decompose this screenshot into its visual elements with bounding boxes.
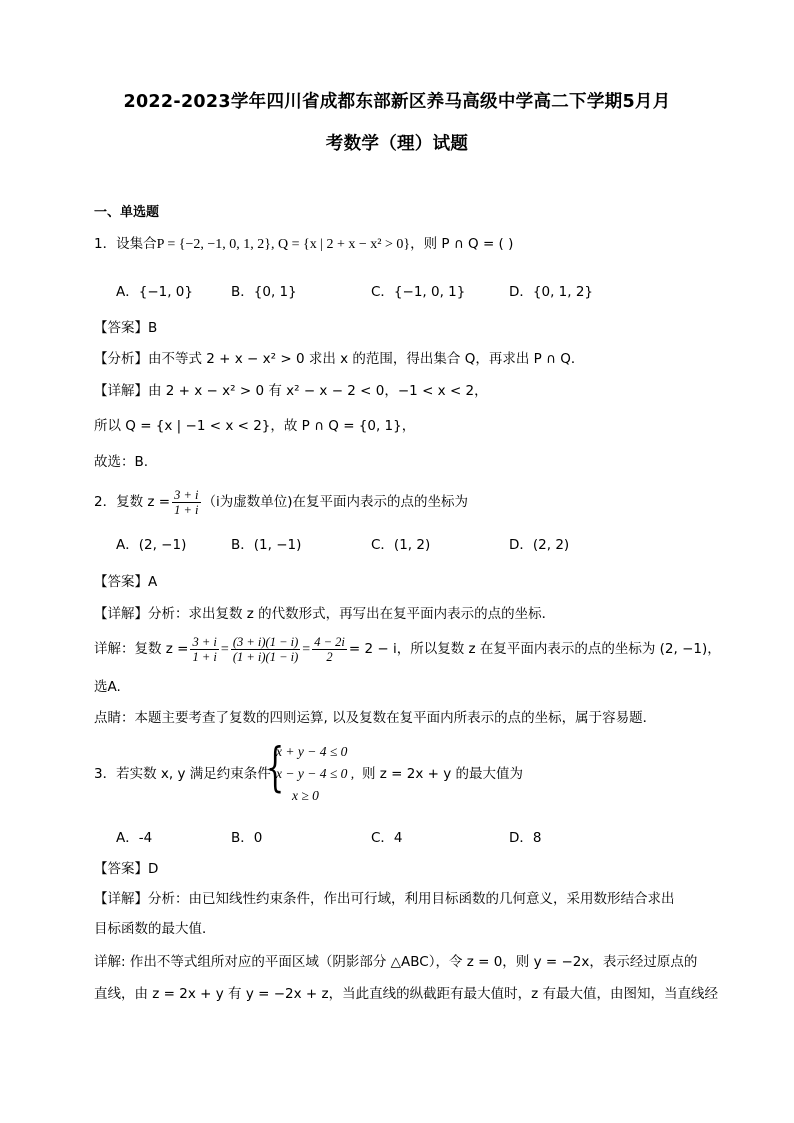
q3-option-d: D．8 [509,830,542,846]
page-title-line1: 2022-2023学年四川省成都东部新区养马高级中学高二下学期5月月 [123,92,671,112]
q3-answer: 【答案】D [94,861,159,877]
q1-detail-line2: 所以 Q = {x | −1 < x < 2}，故 P ∩ Q = {0, 1}， [94,418,416,434]
q2-work-line2: 选A. [94,679,121,695]
q1-detail-label: 【详解】 [94,383,148,399]
q1-analysis-label: 【分析】 [94,351,148,367]
q3-constraints [276,741,354,807]
q3-detail-text: 分析：由已知线性约束条件，作出可行域，利用目标函数的几何意义，采用数形结合求出 [148,891,675,907]
q3-prefix: 3．若实数 x, y 满足约束条件 [94,766,271,782]
q1-option-c: C．{−1, 0, 1} [371,284,466,300]
q2-option-d: D．(2, 2) [509,537,570,553]
q3-detail-label: 【详解】 [94,891,148,907]
q3-work-line1: 详解: 作出不等式组所对应的平面区域（阴影部分 △ABC），令 z = 0，则 y = −2x，表示经过原点的 [94,954,698,970]
q2-fraction-denominator: 1 + i [174,502,199,517]
q2-work-f3-num: 4 − 2i [314,634,345,649]
q2-work-fraction-2 [231,635,300,664]
q2-work-fraction-3 [312,635,347,664]
q1-option-d: D．{0, 1, 2} [509,284,594,300]
q3-brace: { [266,738,285,798]
q2-option-b: B．(1, −1) [231,537,302,553]
q1-suffix: ，则 P ∩ Q = ( ) [410,236,514,252]
q1-option-b: B．{0, 1} [231,284,297,300]
q2-work-f1-den: 1 + i [192,649,217,664]
q2-work-f3-den: 2 [326,649,333,664]
question-1 [94,234,513,255]
q3-detail [94,889,675,909]
q3-constraint-1: x + y − 4 ≤ 0 [276,744,348,759]
q2-work-fraction-1 [190,635,218,664]
q1-detail [94,381,488,401]
q3-constraint-2: x − y − 4 ≤ 0 , [276,766,355,781]
q2-answer: 【答案】A [94,574,158,590]
q1-option-a: A．{−1, 0} [116,284,193,300]
q3-constraint-3: x ≥ 0 [292,788,319,803]
q1-analysis-text: 由不等式 2 + x − x² > 0 求出 x 的范围，得出集合 Q，再求出 P ∩ Q． [148,351,585,367]
q1-prefix: 1．设集合 [94,236,157,252]
q3-detail-line2: 目标函数的最大值． [94,921,216,937]
q2-prefix: 2．复数 z = [94,494,171,510]
q1-answer: 【答案】B [94,320,158,336]
q2-work-f2-num: (3 + i)(1 − i) [232,634,299,649]
q3-option-b: B．0 [231,830,263,846]
q2-detail [94,604,555,624]
q2-comment: 点睛：本题主要考查了复数的四则运算, 以及复数在复平面内所表示的点的坐标，属于容易题． [94,710,657,726]
q1-detail-text: 由 2 + x − x² > 0 有 x² − x − 2 < 0，−1 < x < 2， [148,383,488,399]
q2-option-a: A．(2, −1) [116,537,187,553]
q2-detail-label: 【详解】 [94,606,148,622]
q3-work-line2: 直线，由 z = 2x + y 有 y = −2x + z，当此直线的纵截距有最大值时，z 有最大值，由图知，当直线经 [94,986,718,1002]
section-heading: 一、单选题 [94,205,160,220]
q3-option-c: C．4 [371,830,403,846]
page-title-line2: 考数学（理）试题 [325,134,469,154]
q2-work-prefix: 详解：复数 z = [94,641,189,657]
question-2 [94,485,468,519]
q3-option-a: A．-4 [116,830,153,846]
q2-detail-text: 分析：求出复数 z 的代数形式，再写出在复平面内表示的点的坐标． [148,606,556,622]
q2-work-f1-num: 3 + i [192,634,217,649]
q2-option-c: C．(1, 2) [371,537,431,553]
q1-detail-line3: 故选：B. [94,454,149,470]
q2-fraction-numerator: 3 + i [174,487,199,502]
q1-sets: P = {−2, −1, 0, 1, 2}, Q = {x | 2 + x − x² > 0} [156,237,411,252]
q2-work: 详解：复数 z = $\frac{3 + i}{1 + i}$ = $\frac{(3 + i)(1 - i)}{(1 + i)(1 - i)}$ = $\frac{4 - 2i}{2}$ = 2 − i，所以复数 z 在复平面内表示的点的坐标为 (2, −1)， [94,634,721,664]
q3-suffix: 则 z = 2x + y 的最大值为 [362,766,524,782]
q1-analysis [94,349,584,369]
q2-suffix: （i为虚数单位)在复平面内表示的点的坐标为 [202,494,469,510]
q2-work-f2-den: (1 + i)(1 − i) [232,649,299,664]
q2-fraction [172,488,200,517]
q2-work-suffix: = 2 − i，所以复数 z 在复平面内表示的点的坐标为 (2, −1)， [348,641,721,657]
